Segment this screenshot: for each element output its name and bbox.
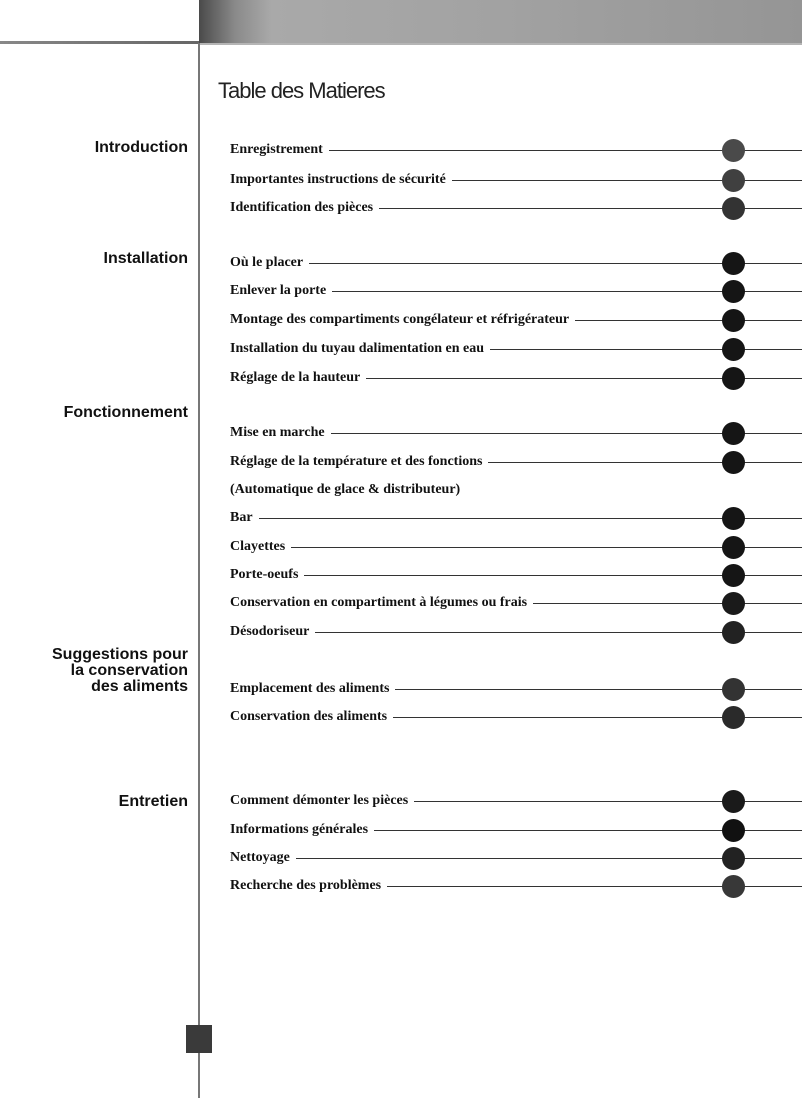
bullet-dot-icon (722, 139, 745, 162)
toc-entry[interactable] (230, 253, 802, 273)
bullet-dot-icon (722, 819, 745, 842)
leader-line (533, 603, 802, 604)
toc-entry[interactable] (230, 820, 802, 840)
toc-entry-label: Installation du tuyau dalimentation en eau (230, 341, 484, 356)
toc-entry-label: Emplacement des aliments (230, 681, 390, 696)
vertical-divider (198, 43, 200, 1098)
toc-entry[interactable] (230, 368, 802, 388)
bullet-dot-icon (722, 564, 745, 587)
toc-entry[interactable] (230, 452, 802, 472)
toc-entry-label: Désodoriseur (230, 624, 310, 639)
header-divider (0, 41, 199, 44)
toc-entry[interactable] (230, 593, 802, 613)
toc-entry[interactable] (230, 170, 802, 190)
bullet-dot-icon (722, 706, 745, 729)
toc-entry[interactable] (230, 876, 802, 896)
bullet-dot-icon (722, 252, 745, 275)
header-band (199, 0, 802, 45)
leader-line (452, 180, 802, 181)
leader-line (259, 518, 802, 519)
toc-entry-label: Où le placer (230, 255, 304, 270)
toc-entry-label: Enlever la porte (230, 283, 327, 298)
toc-entry-label: Montage des compartiments congélateur et réfrigérateur (230, 312, 570, 327)
toc-entry[interactable] (230, 848, 802, 868)
toc-entry[interactable] (230, 140, 802, 160)
leader-line (575, 320, 802, 321)
bullet-dot-icon (722, 678, 745, 701)
section-fonctionnement: Fonctionnement (63, 404, 188, 421)
toc-entry-label: Porte-oeufs (230, 567, 299, 582)
toc-entry-label: (Automatique de glace & distributeur) (230, 482, 461, 497)
section-suggestions (52, 647, 188, 695)
section-line: des aliments (91, 678, 188, 695)
section-line: Suggestions pour (52, 646, 188, 663)
bullet-dot-icon (722, 280, 745, 303)
bullet-dot-icon (722, 507, 745, 530)
bullet-dot-icon (722, 536, 745, 559)
toc-entry-label: Mise en marche (230, 425, 325, 440)
toc-entry-label: Recherche des problèmes (230, 878, 382, 893)
bullet-dot-icon (722, 197, 745, 220)
toc-entry-label: Nettoyage (230, 850, 290, 865)
bullet-dot-icon (722, 790, 745, 813)
page-marker (186, 1025, 212, 1053)
bullet-dot-icon (722, 847, 745, 870)
toc-entry[interactable] (230, 339, 802, 359)
toc-entry-label: Réglage de la température et des fonctions (230, 454, 483, 469)
toc-entry-label: Conservation des aliments (230, 709, 388, 724)
toc-entry[interactable] (230, 281, 802, 301)
bullet-dot-icon (722, 621, 745, 644)
toc-entry[interactable] (230, 791, 802, 811)
bullet-dot-icon (722, 875, 745, 898)
leader-line (490, 349, 802, 350)
bullet-dot-icon (722, 367, 745, 390)
toc-entry[interactable] (230, 310, 802, 330)
bullet-dot-icon (722, 338, 745, 361)
toc-entry[interactable] (230, 537, 802, 557)
toc-entry-label: Informations générales (230, 822, 369, 837)
toc-entry[interactable] (230, 565, 802, 585)
toc-entry[interactable] (230, 423, 802, 443)
toc-entry-label: Réglage de la hauteur (230, 370, 361, 385)
toc-entry[interactable] (230, 480, 802, 500)
leader-line (488, 462, 802, 463)
bullet-dot-icon (722, 592, 745, 615)
toc-entry-label: Comment démonter les pièces (230, 793, 409, 808)
bullet-dot-icon (722, 309, 745, 332)
toc-entry[interactable] (230, 508, 802, 528)
toc-entry-label: Bar (230, 510, 253, 525)
section-installation: Installation (103, 250, 188, 267)
toc-entry[interactable] (230, 707, 802, 727)
bullet-dot-icon (722, 451, 745, 474)
toc-entry[interactable] (230, 679, 802, 699)
section-introduction: Introduction (94, 139, 188, 156)
toc-entry-label: Identification des pièces (230, 200, 374, 215)
toc-entry-label: Conservation en compartiment à légumes ou frais (230, 595, 528, 610)
page-title: Table des Matieres (218, 78, 385, 103)
toc-entry[interactable] (230, 198, 802, 218)
bullet-dot-icon (722, 169, 745, 192)
toc-entry[interactable] (230, 622, 802, 642)
section-entretien: Entretien (118, 793, 188, 810)
bullet-dot-icon (722, 422, 745, 445)
toc-entry-label: Importantes instructions de sécurité (230, 172, 446, 187)
toc-entry-label: Clayettes (230, 539, 286, 554)
section-line: la conservation (70, 662, 188, 679)
toc-entry-label: Enregistrement (230, 142, 323, 157)
